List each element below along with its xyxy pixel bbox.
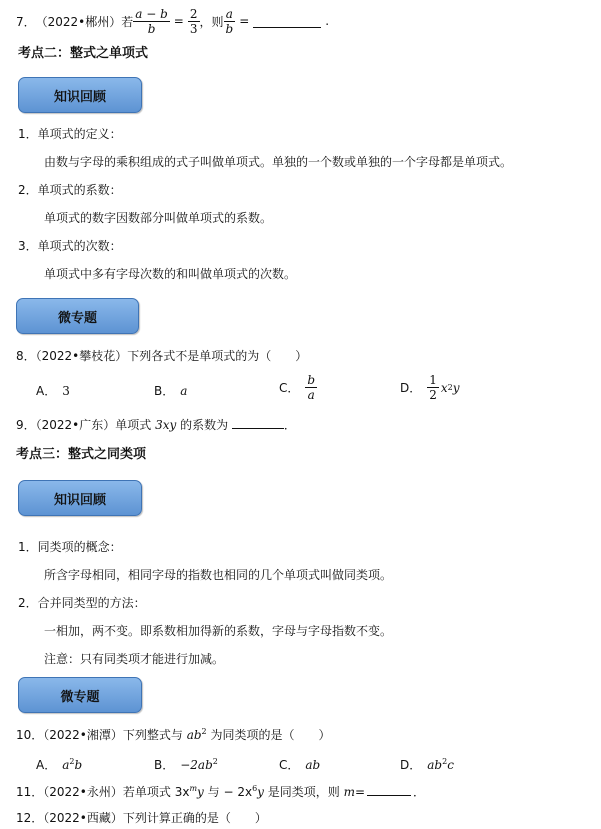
q8-d-fraction: $\frac{1}{2}$: [429, 373, 437, 402]
q10-option-b: B． $-2ab^2$: [154, 757, 218, 772]
s3-point1-title: 1．同类项的概念：: [18, 540, 122, 554]
topic-button: 微专题: [16, 298, 139, 334]
question-9: 9．（2022•广东）单项式 3xy 的系数为 ．: [16, 418, 296, 432]
question-10: 10．（2022•湘潭）下列整式与 $ab^2$ 为同类项的是（ ）: [16, 727, 331, 742]
s3-note: 注意：只有同类项才能进行加减。: [44, 652, 225, 666]
s2-point2-title: 2．单项式的系数：: [18, 183, 122, 197]
q10-option-d: D． $ab^2c$: [400, 757, 454, 772]
question-12: 12．（2022•西藏）下列计算正确的是（ ）: [16, 811, 267, 825]
q8-option-b: B． a: [154, 384, 188, 398]
q7-fraction-2: $\frac{2}{3}$: [189, 6, 198, 36]
q7-fraction-3: $\frac{a}{b}$: [225, 6, 234, 36]
q10-option-c: C． ab: [279, 758, 321, 772]
answer-blank: [367, 785, 411, 796]
s2-point1-title: 1．单项式的定义：: [18, 127, 122, 141]
s2-point3-title: 3．单项式的次数：: [18, 239, 122, 253]
review-button: 知识回顾: [18, 480, 142, 516]
question-7: 7． （2022•郴州）若 $\frac{a - b}{b}$ = $\frac{2}{3}$ ，则 $\frac{a}{b}$ = .: [16, 6, 330, 36]
q8-option-d: D． $\frac{1}{2}$ x 2 y: [400, 373, 460, 402]
s3-point2-title: 2．合并同类型的方法：: [18, 596, 146, 610]
s2-point2-body: 单项式的数字因数部分叫做单项式的系数。: [44, 211, 273, 225]
q7-number: 7．: [16, 14, 36, 29]
q8-c-fraction: $\frac{b}{a}$: [307, 373, 316, 402]
s3-point2-body: 一相加，两不变。即系数相加得新的系数，字母与字母指数不变。: [44, 624, 393, 638]
answer-blank: [253, 15, 321, 28]
q7-fraction-1: $\frac{a - b}{b}$: [135, 6, 168, 36]
s2-point1-body: 由数与字母的乘积组成的式子叫做单项式。单独的一个数或单独的一个字母都是单项式。: [44, 155, 513, 169]
topic-button: 微专题: [18, 677, 142, 713]
q10-option-a: A． $a^2b$: [36, 757, 83, 772]
q8-option-a: A． 3: [36, 384, 70, 398]
section-title-3: 考点三：整式之同类项: [16, 447, 147, 462]
s2-point3-body: 单项式中多有字母次数的和叫做单项式的次数。: [44, 267, 297, 281]
question-8: 8．（2022•攀枝花）下列各式不是单项式的为（ ）: [16, 349, 308, 363]
answer-blank: [232, 418, 284, 429]
section-title-2: 考点二：整式之单项式: [18, 46, 149, 61]
question-11: 11．（2022•永州）若单项式 $3x^my$ 与 − $2x^6y$ 是同类项，则 m= ．: [16, 784, 426, 799]
q7-source: （2022•郴州）若: [35, 14, 134, 29]
review-button: 知识回顾: [18, 77, 142, 113]
q8-option-c: C． $\frac{b}{a}$: [279, 373, 316, 402]
s3-point1-body: 所含字母相同，相同字母的指数也相同的几个单项式叫做同类项。: [44, 568, 393, 582]
